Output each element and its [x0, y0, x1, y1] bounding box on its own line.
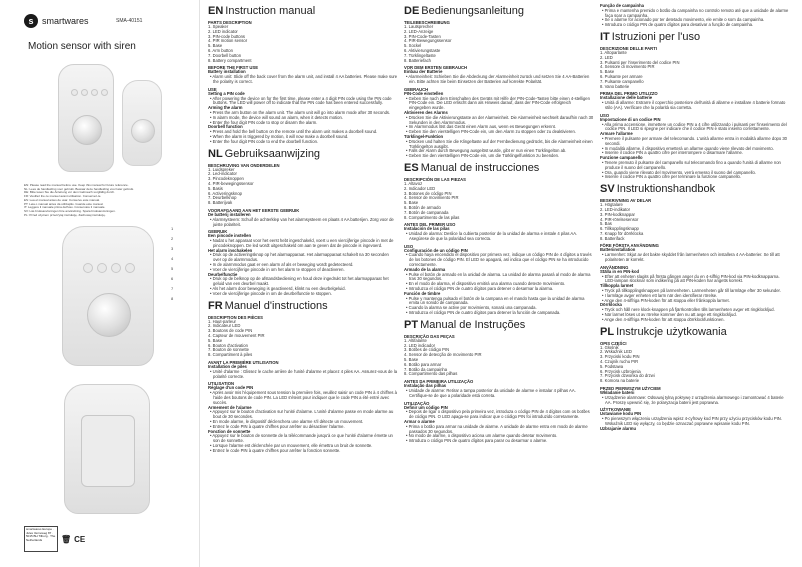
- part-line: 2. LED-Anzeige: [404, 28, 434, 34]
- bullet-item: • Als het alarm door beweging is geactiveerd, klinkt nu een deurbelgeluid.: [208, 287, 398, 292]
- section-title: [208, 148, 398, 161]
- bullet-item: • Introduza o código PIN de quatro dígitos para parar ou desarmar o alarme.: [404, 439, 594, 444]
- lang-code: ES: [404, 161, 419, 174]
- lang-code: NL: [208, 147, 223, 160]
- cover-panel: [0, 0, 200, 567]
- block-subheading: Função de campainha: [600, 3, 644, 8]
- part-line: 3. Przyciski kodu PIN: [600, 354, 640, 360]
- part-line: 6. Arm button: [208, 47, 233, 53]
- part-line: 4. PIR-Bewegungssensor: [404, 38, 452, 44]
- block-subheading: Doorbell function: [208, 124, 243, 130]
- part-line: 7. Przycisk dzwonka do drzwi: [600, 373, 655, 379]
- block-heading: USO: [404, 243, 414, 249]
- section-title-text: Manual de Instruções: [420, 318, 526, 331]
- pin-button-icon: [81, 89, 88, 96]
- parts-diagram-back: [64, 384, 150, 514]
- section-sv: [600, 183, 790, 323]
- block-heading: PARTS DESCRIPTION: [208, 20, 252, 25]
- bullet-item: • Larmenhet: Skjut av det bakre skyddet från larmenheten och installera 4 AA-batterier. Se till att polariteten är korrekt.: [600, 253, 790, 263]
- bullet-item: • Inserire il codice PIN a quattro cifre per terminare la funzione campanello.: [600, 175, 790, 180]
- section-title-text: Istruzioni per l'uso: [611, 30, 701, 43]
- bullet-item: • Druk op de activeringsknop op het alarmapparaat. Het alarmapparaat schakelt na 30 seconden over op de alarmmodus.: [208, 253, 398, 263]
- bullet-item: • Cuando la alarma se active por movimiento, sonará una campanada.: [404, 306, 594, 311]
- bullet-item: • Nadat u het apparaat voor het eerst hebt ingeschakeld, voert u een viercijferige pincode in met de pincodeknoppen. De led wordt uitgeschakeld om aan te geven dat de pincode is ingevoerd.: [208, 239, 398, 249]
- block-heading: BESCHRIJVING VAN ONDERDELEN: [208, 162, 280, 168]
- part-line: 2. LED indicator: [208, 28, 238, 34]
- part-line: 1. Högtalare: [600, 202, 623, 208]
- part-line: 8. Batterijvak: [208, 200, 233, 206]
- block-subheading: Batteriinstallation: [600, 247, 636, 253]
- part-line: 7. Türklingeltaste: [404, 52, 436, 58]
- crossed-bin-icon: 🗑: [61, 534, 72, 544]
- block-subheading: Uzbrajanie alarmu: [600, 425, 637, 431]
- compliance-marks: [24, 526, 85, 552]
- part-line: 3. PIN-kodknappar: [600, 211, 635, 217]
- part-line: 5. Base: [404, 357, 419, 363]
- block-subheading: Türklingel-Funktion: [404, 133, 444, 139]
- part-line: 8. Compartimento de las pilas: [404, 214, 460, 220]
- section-title-text: Manuel d'instructions: [224, 299, 328, 312]
- part-line: 4. PIR motion sensor: [208, 38, 248, 44]
- section-pt: [404, 319, 594, 444]
- warning-line: ES: Lea el manual antes de usar. Conserve este manual.: [24, 197, 100, 202]
- bullet-item: • Cuando haya encendido el dispositivo por primera vez, indique un código PIN de 4 dígitos a través de los botones de código PIN. El LED se apagará, así indica que el código PIN se ha introducido correctamente.: [404, 253, 594, 267]
- part-line: 1. Luidspreker: [208, 166, 235, 172]
- bullet-item: • Geben Sie den vierstelligen PIN-Code ein, um die Türklingelfunktion zu beenden.: [404, 154, 594, 159]
- callout-number: 7: [171, 286, 174, 291]
- manufacturer-box: smartwares Europe · Jules Verneweg 87 · 5015 BH Tilburg · The Netherlands: [24, 526, 58, 552]
- part-line: 6. Activeringsknop: [208, 190, 242, 196]
- block-heading: VOORAFGAAND AAN HET EERSTE GEBRUIK: [208, 207, 300, 213]
- block-subheading: Dörrklocka: [600, 302, 622, 308]
- part-line: 6. Przycisk uzbrojenia: [600, 368, 641, 374]
- part-line: 6. Botón de armado: [404, 204, 441, 210]
- block-heading: PRIMA DEL PRIMO UTILIZZO: [600, 91, 658, 97]
- block-heading: DESCRIPTION DES PIÈCES: [208, 314, 263, 320]
- section-es: [404, 162, 594, 316]
- bullet-item: • Introduza o código PIN de quatro dígitos para desativar a função de campainha.: [600, 23, 790, 28]
- block-heading: TEILEBESCHREIBUNG: [404, 20, 450, 25]
- part-line: 8. Battery compartment: [208, 57, 252, 63]
- block-heading: BESKRIVNING AV DELAR: [600, 198, 652, 204]
- bullet-item: • Alarm unit: Slide off the back cover from the alarm unit, and install 4 AA batteries. Please make sure the polarity is correct.: [208, 75, 398, 85]
- part-line: 6. Pulsante per armare: [600, 73, 643, 79]
- bullet-item: • Falls der Alarm durch Bewegung ausgelöst wurde, gibt er nun einen Türklingelton ab.: [404, 149, 594, 154]
- section-title-text: Manual de instrucciones: [420, 161, 540, 174]
- part-line: 4. Capteur de mouvement PIR: [208, 333, 265, 339]
- warning-line: FR: Veuillez lire ce manuel avant utilisation. Conservez-le.: [24, 194, 102, 199]
- part-line: 6. Aktivierungstaste: [404, 47, 441, 53]
- section-title: [600, 326, 790, 339]
- part-line: 7. Botón de campanada: [404, 209, 449, 215]
- part-line: 6. Botão para armar: [404, 361, 442, 367]
- bullet-item: • Appuyez sur le bouton de sonnette de la télécommande jusqu'à ce que l'unité d'alarme émette un son de sonnette.: [208, 434, 398, 444]
- block-subheading: Ustawianie kodu PIN: [600, 411, 642, 417]
- block-subheading: Installation de piles: [208, 364, 247, 370]
- parts-diagram-front: [62, 226, 154, 366]
- warning-line: NL: Lees de handleiding voor gebruik. Bewaar deze handleiding voor later gebruik.: [24, 186, 134, 191]
- bullet-item: • Lorsque l'alarme est déclenchée par un mouvement, elle émettra un bruit de sonnette.: [208, 444, 398, 449]
- part-line: 4. PIR-rörelsesensor: [600, 216, 639, 222]
- bullet-item: • När larmet löses ut av rörelse kommer den nu att avge ett ringklockljud.: [600, 313, 790, 318]
- section-pt2: [600, 4, 790, 28]
- block-heading: AVANT LA PREMIÈRE UTILISATION: [208, 360, 279, 366]
- part-line: 1. Głośnik: [600, 344, 619, 350]
- warning-line: PT: Leia o manual antes da utilização. Guarde este manual.: [24, 201, 104, 206]
- block-subheading: Instalación de las pilas: [404, 226, 450, 232]
- bullet-item: • Alarmeinheit: Schieben Sie die Abdeckung der Alarmeinheit zurück und setzen Sie 4 AA-Batterien ein. Bitte achten Sie beim Einsetzen der Batterien auf korrekte Polarität.: [404, 75, 594, 85]
- part-line: 3. Boutons de code PIN: [208, 328, 253, 334]
- bullet-item: • Introduzca el código PIN de cuatro dígitos para detener la función de campanada.: [404, 311, 594, 316]
- pin-button-icon: [83, 263, 93, 273]
- bullet-item: • Enter the four digit PIN code to stop or disarm the alarm.: [208, 121, 398, 126]
- sku-code: SMA-40151: [116, 18, 143, 24]
- part-line: 5. Podstawa: [600, 363, 624, 369]
- part-line: 4. Czujnik ruchu PIR: [600, 359, 639, 365]
- part-line: 7. Bouton de sonnette: [208, 347, 249, 353]
- bullet-item: • Pulse el botón de armado en la unidad de alarma. La unidad de alarma pasará al modo de alarma tras 30 segundos.: [404, 273, 594, 283]
- part-line: 1. Altifalante: [404, 337, 427, 343]
- block-heading: DESCRIZIONE DELLE PARTI: [600, 45, 657, 51]
- part-line: 7. Deurbelknop: [208, 195, 237, 201]
- part-line: 2. Wskaźnik LED: [600, 349, 632, 355]
- pin-button-icon: [71, 89, 78, 96]
- bullet-item: • Unità di allarme: Estrarre il coperchio posteriore dell'unità di allarme e installare 4 batterie formato stilo (AA). Verificare che la polarità sia corretta.: [600, 101, 790, 111]
- column-2: [404, 4, 594, 447]
- section-title: [208, 5, 398, 18]
- block-heading: GEBRUIK: [208, 229, 228, 235]
- block-subheading: Wkładanie baterii: [600, 390, 635, 396]
- callout-number: 8: [171, 296, 174, 301]
- bullet-item: • Alarmsysteem: Schuif de achterklep van het alarmsysteem en plaats 4 AA batterijen. Zorg voor de juiste polariteit.: [208, 218, 398, 228]
- bullet-item: • Voer de viercijferige pincode in om de deurbelfunctie te stoppen.: [208, 292, 398, 297]
- bullet-item: • Appuyez sur le bouton d'activation sur l'unité d'alarme. L'unité d'alarme passe en mode alarme au bout de 30 secondes.: [208, 410, 398, 420]
- pin-button-icon: [125, 263, 135, 273]
- bullet-item: • Introduzca el código PIN de cuatro dígitos para detener o desarmar la alarma.: [404, 287, 594, 292]
- part-line: 3. Pincodeknoppen: [208, 176, 244, 182]
- part-line: 8. Compartiment à piles: [208, 352, 253, 358]
- bullet-item: • En mode alarme, le dispositif déclenchera une alarme s'il détecte un mouvement.: [208, 420, 398, 425]
- block-heading: USO: [600, 112, 610, 118]
- bullet-item: • Tryck på tillkopplingsknappen på larmenheten. Larmenheten går till larmläge efter 30 sekunder.: [600, 289, 790, 294]
- bullet-item: • After powering the device on for the first time, please enter a 4 digit PIN code using the PIN code buttons. The LED will power off to indicate that the PIN code has been entered successfully.: [208, 97, 398, 107]
- section-title: [208, 300, 398, 313]
- part-line: 8. Batterifack: [600, 235, 625, 241]
- lang-code: EN: [208, 5, 224, 17]
- block-subheading: Definir um código PIN: [404, 404, 448, 410]
- pin-button-icon: [101, 89, 108, 96]
- block-subheading: Réglage d'un code PIN: [208, 385, 254, 391]
- part-line: 8. Vano batterie: [600, 83, 630, 89]
- block-subheading: Funzione campanello: [600, 155, 643, 161]
- callout-number: 4: [171, 256, 174, 261]
- bullet-item: • Entrez le code PIN à quatre chiffres pour arrêter ou désactiver l'alarme.: [208, 425, 398, 430]
- part-line: 2. Led-indicator: [208, 171, 237, 177]
- bullet-item: • Unidad de alarma: Deslice la cubierta posterior de la unidad de alarma e instale 4 pilas AA. Asegúrese de que la polaridad sea correcta.: [404, 232, 594, 242]
- lang-code: DE: [404, 5, 420, 17]
- section-nl: [208, 148, 398, 297]
- block-heading: ANTES DEL PRIMER USO: [404, 222, 456, 228]
- warning-line: EN: Please read the manual before use. Keep this manual for future reference.: [24, 183, 129, 187]
- bullet-item: • Voer de viercijferige pincode in om het alarm te stoppen of deactiveren.: [208, 268, 398, 273]
- block-heading: VOR DEM ERSTEN GEBRAUCH: [404, 65, 468, 71]
- part-line: 7. Knapp för dörrklocka: [600, 230, 644, 236]
- section-de: [404, 5, 594, 159]
- section-title: [600, 183, 790, 196]
- part-line: 4. PIR-bewegingssensor: [208, 180, 254, 186]
- part-line: 5. Base: [600, 69, 615, 75]
- bullet-item: • Après avoir mis l'équipement sous tension la première fois, veuillez saisir un code PIN à 4 chiffres à l'aide des boutons de code PIN. La LED s'éteint pour indiquer que le code PIN a été entré avec succès.: [208, 391, 398, 405]
- block-subheading: Aktivieren des Alarms: [404, 109, 448, 115]
- bullet-item: • Pulse y mantenga pulsado el botón de la campana en el mando hasta que la unidad de alarma emita un sonido de campanada.: [404, 297, 594, 307]
- bullet-item: • Press the arm button on the alarm unit. The alarm unit will go into alarm mode after 30 seconds.: [208, 111, 398, 116]
- block-subheading: Setting a PIN code: [208, 90, 245, 96]
- lang-code: PL: [600, 325, 615, 338]
- section-en: [208, 5, 398, 145]
- block-subheading: Configuración de un código PIN: [404, 247, 468, 253]
- part-line: 3. Pulsanti per l'inserimento del codice PIN: [600, 59, 680, 65]
- part-line: 8. Batteriefach: [404, 57, 432, 63]
- bullet-item: • Premere il pulsante per armare del telecomando. L'unità allarme entra in modalità allarme dopo 30 secondi.: [600, 137, 790, 147]
- pin-button-icon: [91, 89, 98, 96]
- warning-text-block: [24, 184, 184, 217]
- bullet-item: • Ora, quando viene rilevato del movimento, verrà emesso il suono del campanello.: [600, 171, 790, 176]
- column-3: [600, 4, 790, 435]
- warning-line: SV: Läs bruksanvisningen före användning. Spara bruksanvisningen.: [24, 208, 116, 213]
- bullet-item: • In alarm mode, the device will sound an alarm, when it detects motion.: [208, 116, 398, 121]
- callout-number: 5: [171, 266, 174, 271]
- section-title: [404, 5, 594, 18]
- part-line: 1. Speaker: [208, 24, 229, 29]
- part-line: 4. Sensor de movimiento PIR: [404, 195, 459, 201]
- block-subheading: Fonction de sonnette: [208, 428, 251, 434]
- block-subheading: Armare l'allarme: [600, 131, 633, 137]
- bullet-item: • Geben Sie den vierstelligen PIN-Code ein, um den Alarm zu stoppen oder zu deaktivieren.: [404, 130, 594, 135]
- block-heading: BEFORE THE FIRST USE: [208, 65, 259, 71]
- brand-name: smartwares: [42, 16, 89, 26]
- bullet-item: • Se o alarme for acionado por ter detetado movimento, ele emite o som da campainha.: [600, 18, 790, 23]
- column-1: [208, 4, 398, 457]
- pin-button-icon: [111, 263, 121, 273]
- callout-number: 3: [171, 246, 174, 251]
- bullet-item: • Efter att enheten slagits på första gången anger du en 4-siffrig PIN-kod via PIN-kodknapparna. LED-lampan slocknar som indikering på att PIN-koden har angetts korrekt.: [600, 275, 790, 285]
- section-title-text: Bedienungsanleitung: [421, 5, 525, 17]
- bullet-item: • Prima o botão para armar na unidade de alarme. A unidade de alarme entra em modo de alarme passados 30 segundos.: [404, 425, 594, 435]
- block-subheading: Installazione delle batterie: [600, 95, 653, 101]
- part-line: 2. LED-indikator: [600, 206, 631, 212]
- block-heading: UŻYTKOWANIE: [600, 407, 631, 413]
- block-heading: GEBRAUCH: [404, 86, 429, 92]
- bullet-item: • Ange den 4-siffriga PIN-koden för att stoppa eller frånkoppla larmet.: [600, 299, 790, 304]
- part-line: 3. Botões de código PIN: [404, 347, 450, 353]
- section-title: [404, 162, 594, 175]
- lang-code: IT: [600, 30, 610, 43]
- brand: [24, 14, 89, 28]
- part-line: 3. PIN-Code-Tasten: [404, 33, 441, 39]
- bullet-item: • No modo de alarme, o dispositivo aciona um alarme quando detetar movimento.: [404, 434, 594, 439]
- part-line: 5. Base: [208, 43, 223, 49]
- part-line: 2. LED: [600, 54, 613, 60]
- warning-line: DE: Bitte lesen Sie die Anleitung vor dem Gebrauch sorgfältig durch.: [24, 190, 115, 195]
- bullet-item: • Inserire il codice PIN a quattro cifre per interrompere o disarmare l'allarme.: [600, 151, 790, 156]
- callout-number: 6: [171, 276, 174, 281]
- part-line: 5. Base: [404, 200, 419, 206]
- warning-line: IT: Leggere il manuale prima dell'uso. Conservare il manuale.: [24, 205, 106, 210]
- pir-sensor-icon: [131, 119, 155, 143]
- part-line: 6. Tillkopplingsknapp: [600, 226, 639, 232]
- part-line: 2. LED indicador: [404, 342, 435, 348]
- block-subheading: Deurbelfunctie: [208, 271, 238, 277]
- callout-number: 2: [171, 236, 174, 241]
- part-line: 5. Sockel: [404, 43, 422, 49]
- block-heading: OPIS CZĘŚCI: [600, 340, 627, 346]
- part-line: 5. Base: [208, 337, 223, 343]
- bullet-item: • In modalità allarme, il dispositivo emetterà un allarme quando viene rilevato del movimento.: [600, 147, 790, 152]
- pin-button-icon: [97, 263, 107, 273]
- bullet-item: • Drücken Sie die Aktivierungstaste an der Alarmeinheit. Die Alarmeinheit wechselt daraufhin nach 30 Sekunden in den Alarmmodus.: [404, 116, 594, 126]
- bullet-item: • Geben Sie nach dem Einschalten des Geräts mit Hilfe der PIN-Code-Tasten bitte einen 4-stelligen PIN-Code ein. Die LED erlischt dann als Hinweis darauf, dass der PIN-Code erfolgreich eingegeben wurde.: [404, 97, 594, 111]
- bullet-item: • Entrez le code PIN à quatre chiffres pour arrêter la fonction sonnette.: [208, 449, 398, 454]
- block-subheading: PIN-Code einstellen: [404, 90, 444, 96]
- bullet-item: • Im Alarmmodus löst das Gerät einen Alarm aus, wenn es Bewegungen erkennt.: [404, 125, 594, 130]
- bullet-item: • Drücken und halten Sie die Klingeltaste auf der Fernbedienung gedrückt, bis die Alarmeinheit einen Türklingelton ausgibt.: [404, 140, 594, 150]
- block-subheading: Tillkoppla larmet: [600, 283, 634, 289]
- section-title: [404, 319, 594, 332]
- section-title-text: Instrukcje użytkowania: [616, 325, 727, 338]
- s-logo-icon: s: [24, 14, 38, 28]
- block-heading: ANVÄNDNING: [600, 264, 629, 270]
- block-subheading: De batterij installeren: [208, 211, 251, 217]
- ce-mark-icon: CE: [74, 534, 86, 544]
- block-subheading: Het alarm inschakelen: [208, 247, 253, 253]
- block-heading: ANTES DA PRIMEIRA UTILIZAÇÃO: [404, 379, 474, 385]
- bullet-item: • Depois de ligar o dispositivo pela primeira vez, introduza o código PIN de 4 dígitos com os botões de código PIN. O LED apaga-se para indicar que o código PIN foi introduzido corretamente.: [404, 410, 594, 420]
- part-line: 8. Komora na baterie: [600, 378, 640, 384]
- bullet-item: • Druk op de belknop op de afstandsbediening en houd deze ingedrukt tot het alarmapparaat het geluid van een deurbel maakt.: [208, 277, 398, 287]
- block-heading: UTILISATION: [208, 381, 234, 387]
- lang-code: FR: [208, 299, 223, 312]
- part-line: 5. Basis: [208, 185, 223, 191]
- product-image-main: [58, 64, 114, 172]
- part-line: 1. Altoparlante: [600, 49, 627, 55]
- block-subheading: Ställa in en PIN-kod: [600, 268, 640, 274]
- block-subheading: Arming the alarm: [208, 105, 243, 111]
- part-line: 7. Botão da campainha: [404, 366, 448, 372]
- bullet-item: • Alla prima accensione, immettere un codice PIN a 4 cifre utilizzando i pulsanti per l'inserimento del codice PIN. Il LED si spegne per indicare che il codice PIN è stato inserito correttamente.: [600, 123, 790, 133]
- part-line: 7. Doorbell button: [208, 52, 242, 58]
- block-heading: DESCRIÇÃO DAS PEÇAS: [404, 333, 455, 339]
- block-subheading: Armar o alarme: [404, 419, 435, 424]
- part-line: 4. Sensore di movimento PIR: [600, 64, 655, 70]
- part-line: 4. Sensor de detecção de movimento PIR: [404, 352, 482, 358]
- block-subheading: Armement de l'alarme: [208, 404, 252, 410]
- block-heading: USE: [208, 86, 217, 92]
- part-line: 2. Indicador LED: [404, 185, 436, 191]
- bullet-item: • In de alarmmodus gaat er een alarm af als er beweging wordt gedetecteerd.: [208, 263, 398, 268]
- lang-code: SV: [600, 183, 615, 196]
- block-heading: PRZED PIERWSZYM UŻYCIEM: [600, 386, 661, 392]
- part-line: 2. Indicateur LED: [208, 323, 241, 329]
- part-line: 3. Botones de código PIN: [404, 190, 452, 196]
- bullet-item: • Press and hold the bell button on the remote until the alarm unit makes a doorbell sound.: [208, 130, 398, 135]
- lang-code: PT: [404, 318, 419, 331]
- bullet-item: • Unidade de alarme: Retirar a tampa posterior da unidade de alarme e instalar 4 pilhas AA. Certifique-se de que a polaridade está correta.: [404, 389, 594, 399]
- section-pl: [600, 326, 790, 432]
- bullet-item: • Unité d'alarme : Glissez le cache arrière de l'unité d'alarme et placez 4 piles AA. Assurez-vous de la polarité correcte.: [208, 370, 398, 380]
- warning-line: PL: Przed użyciem przeczytaj instrukcję. Zachowaj instrukcję.: [24, 212, 106, 217]
- part-line: 6. Bouton d'activation: [208, 342, 248, 348]
- bullet-item: • Tenere premuto il pulsante del campanello sul telecomando fino a quando l'unità di allarme non produce il suono del campanello.: [600, 161, 790, 171]
- bullet-item: • When the alarm is triggered by motion, it will now make a doorbell sound.: [208, 135, 398, 140]
- bullet-item: • En el modo de alarma, el dispositivo emitirá una alarma cuando detecte movimiento.: [404, 282, 594, 287]
- bullet-item: • Po pierwszym włączeniu urządzenia wpisz 4-cyfrowy kod PIN przy użyciu przycisków kodu PIN. Wskaźnik LED się wyłączy, co będzie oznaczać poprawne wpisanie kodu PIN.: [600, 417, 790, 427]
- part-line: 5. Bas: [600, 221, 612, 227]
- pir-sensor-icon: [87, 293, 131, 337]
- block-heading: UTILIZAÇÃO: [404, 400, 430, 406]
- section-title-text: Instruktionshandbok: [616, 183, 716, 196]
- bullet-item: • Enter the four digit PIN code to end the doorbell function.: [208, 140, 398, 145]
- bullet-item: • Ange den 4-siffriga PIN-koden för att stoppa dörrklockfunktionen.: [600, 318, 790, 323]
- bullet-item: • Prima e mantenha premido o botão da campainha no controlo remoto até que a unidade de alarme faça soar a campainha.: [600, 9, 790, 19]
- section-fr: [208, 300, 398, 454]
- section-title: [600, 31, 790, 44]
- part-line: 1. Haut-parleur: [208, 318, 236, 324]
- part-line: 1. Altavoz: [404, 180, 423, 186]
- bullet-item: • Tryck och håll nere klock-knappen på fjärrkontrollen tills larmenheten avger ett ringklockljud.: [600, 308, 790, 313]
- product-image-side: [122, 80, 162, 166]
- block-subheading: Impostazione di un codice PIN: [600, 116, 661, 122]
- block-subheading: Battery installation: [208, 69, 246, 75]
- part-line: 7. Pulsante campanello: [600, 78, 644, 84]
- diagram-callouts: [171, 226, 181, 306]
- block-subheading: Armado de la alarma: [404, 266, 446, 272]
- block-subheading: Einbau der Batterie: [404, 69, 443, 75]
- part-line: 8. Compartimento das pilhas: [404, 371, 458, 377]
- block-subheading: Función de timbre: [404, 290, 441, 296]
- pir-sensor-icon: [72, 115, 102, 145]
- callout-number: 1: [171, 226, 174, 231]
- block-heading: FÖRE FÖRSTA ANVÄNDNING: [600, 243, 659, 249]
- product-title: Motion sensor with siren: [28, 41, 136, 52]
- block-heading: DESCRIPCIÓN DE LAS PIEZAS: [404, 176, 466, 182]
- section-title-text: Gebruiksaanwijzing: [224, 147, 321, 160]
- part-line: 3. PIN-code buttons: [208, 33, 246, 39]
- section-it: [600, 31, 790, 180]
- block-subheading: Instalação das pilhas: [404, 383, 447, 389]
- bullet-item: • Urządzenie alarmowe: Odsuwaj tylną pokrywę z urządzenia alarmowego i zamontować 4 baterie AA. Proszę upewnić się, że polaryzacja baterii jest poprawna.: [600, 396, 790, 406]
- battery-compartment: [81, 415, 135, 487]
- part-line: 1. Lautsprecher: [404, 24, 434, 29]
- bullet-item: • I larmläge avger enheten ett larm när den identifierar rörelse.: [600, 294, 790, 299]
- section-title-text: Instruction manual: [225, 5, 316, 17]
- block-subheading: Een pincode instellen: [208, 233, 252, 239]
